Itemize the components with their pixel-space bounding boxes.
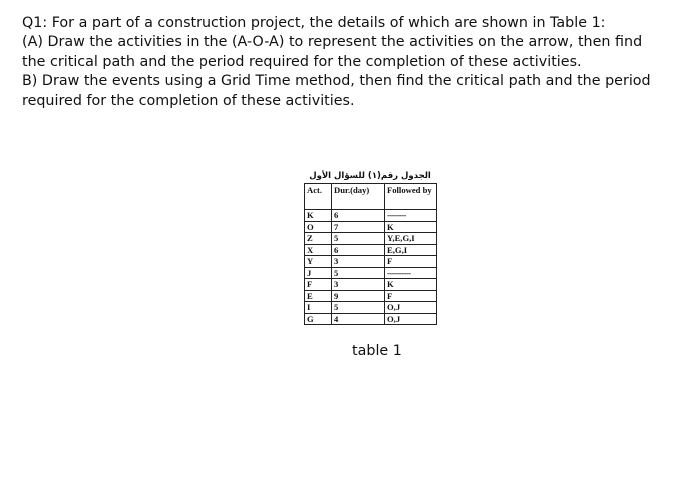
question-text xyxy=(22,14,692,111)
table-row xyxy=(305,279,437,291)
cell-activity: O xyxy=(305,221,332,233)
cell-duration: 9 xyxy=(332,290,385,302)
cell-activity: I xyxy=(305,302,332,314)
cell-activity: E xyxy=(305,290,332,302)
cell-duration: 5 xyxy=(332,267,385,279)
cell-duration: 3 xyxy=(332,256,385,268)
table-row xyxy=(305,256,437,268)
cell-followed-by: -------- xyxy=(385,210,437,222)
cell-followed-by: O,J xyxy=(385,302,437,314)
cell-followed-by: ---------- xyxy=(385,267,437,279)
cell-activity: G xyxy=(305,313,332,325)
cell-duration: 3 xyxy=(332,279,385,291)
table-row xyxy=(305,302,437,314)
cell-duration: 5 xyxy=(332,302,385,314)
cell-followed-by: K xyxy=(385,279,437,291)
cell-duration: 6 xyxy=(332,210,385,222)
cell-followed-by: E,G,I xyxy=(385,244,437,256)
cell-activity: Y xyxy=(305,256,332,268)
table-row xyxy=(305,244,437,256)
cell-activity: F xyxy=(305,279,332,291)
cell-duration: 5 xyxy=(332,233,385,245)
table-row xyxy=(305,290,437,302)
question-line: required for the completion of these activities. xyxy=(22,92,355,109)
question-line: Q1: For a part of a construction project, the details of which are shown in Table 1: xyxy=(22,15,606,31)
cell-activity: J xyxy=(305,267,332,279)
cell-followed-by: K xyxy=(385,221,437,233)
table-caption: table 1 xyxy=(352,343,402,359)
table-row xyxy=(305,233,437,245)
table-row xyxy=(305,210,437,222)
cell-duration: 7 xyxy=(332,221,385,233)
question-line: B) Draw the events using a Grid Time method, then find the critical path and the period xyxy=(22,73,651,90)
cell-activity: K xyxy=(305,210,332,222)
question-line: the critical path and the period required for the completion of these activities. xyxy=(22,53,582,70)
cell-duration: 6 xyxy=(332,244,385,256)
table-row xyxy=(305,313,437,325)
cell-duration: 4 xyxy=(332,313,385,325)
table-header-row xyxy=(305,184,437,210)
table-row xyxy=(305,221,437,233)
cell-followed-by: F xyxy=(385,290,437,302)
cell-activity: X xyxy=(305,244,332,256)
header-duration: Dur.(day) xyxy=(332,184,385,210)
table-arabic-title: الجدول رقم(١) للسؤال الأول xyxy=(309,171,431,181)
header-followed-by: Followed by xyxy=(385,184,437,210)
table-row xyxy=(305,267,437,279)
cell-followed-by: O,J xyxy=(385,313,437,325)
activities-table-block xyxy=(304,170,436,325)
cell-followed-by: F xyxy=(385,256,437,268)
header-activity: Act. xyxy=(305,184,332,210)
activities-table xyxy=(304,183,437,325)
question-line: (A) Draw the activities in the (A-O-A) to represent the activities on the arrow, then find xyxy=(22,34,643,51)
cell-followed-by: Y,E,G,I xyxy=(385,233,437,245)
cell-activity: Z xyxy=(305,233,332,245)
